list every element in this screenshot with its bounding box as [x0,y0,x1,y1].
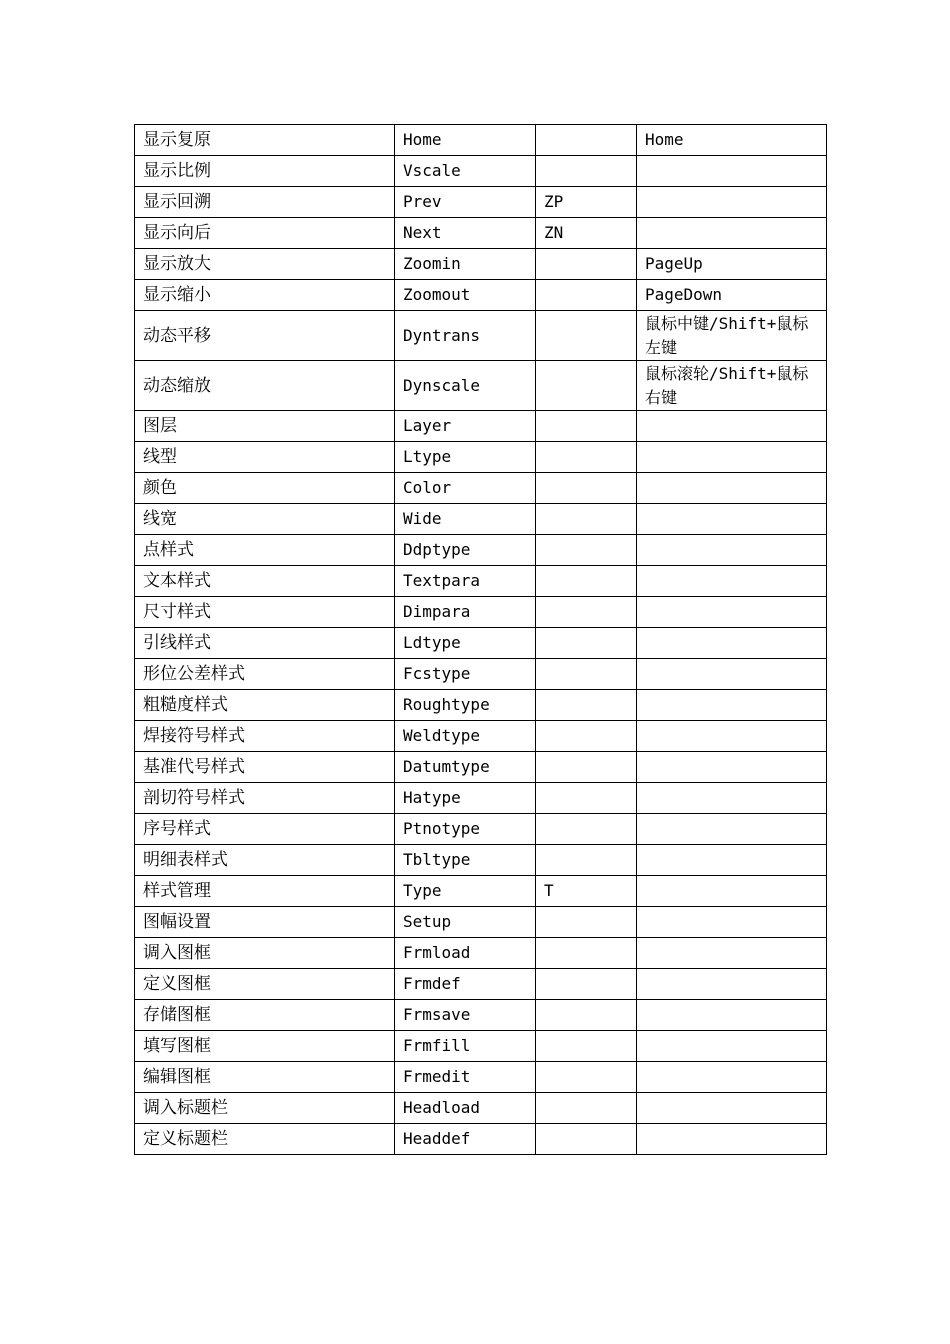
shortcut-cell [536,783,637,814]
table-row [135,752,827,783]
shortcut-cell [536,411,637,442]
table-row [135,473,827,504]
table-row [135,969,827,1000]
table-row [135,156,827,187]
table-row [135,442,827,473]
command-cell: Color [395,473,536,504]
shortcut-cell [536,690,637,721]
shortcut-cell [536,752,637,783]
table-row [135,783,827,814]
command-cell: Hatype [395,783,536,814]
function-name-cell: 引线样式 [135,628,395,659]
function-name-cell: 图层 [135,411,395,442]
table-row [135,597,827,628]
command-cell: Frmfill [395,1031,536,1062]
table-row [135,1000,827,1031]
table-row [135,721,827,752]
shortcut-cell [536,721,637,752]
shortcut-cell [536,125,637,156]
shortcut-cell [536,597,637,628]
hotkey-cell [637,628,827,659]
command-table [134,124,827,1155]
hotkey-cell [637,566,827,597]
function-name-cell: 定义图框 [135,969,395,1000]
shortcut-cell [536,659,637,690]
table-row [135,535,827,566]
function-name-cell: 尺寸样式 [135,597,395,628]
command-cell: Frmload [395,938,536,969]
command-cell: Setup [395,907,536,938]
command-cell: Ptnotype [395,814,536,845]
shortcut-cell [536,442,637,473]
table-row [135,1093,827,1124]
table-row [135,411,827,442]
function-name-cell: 基准代号样式 [135,752,395,783]
command-cell: Home [395,125,536,156]
shortcut-cell [536,907,637,938]
function-name-cell: 显示放大 [135,249,395,280]
function-name-cell: 显示比例 [135,156,395,187]
shortcut-cell [536,504,637,535]
hotkey-cell [637,473,827,504]
hotkey-cell [637,1124,827,1155]
command-cell: Weldtype [395,721,536,752]
function-name-cell: 图幅设置 [135,907,395,938]
shortcut-cell [536,814,637,845]
table-row [135,1031,827,1062]
table-row [135,280,827,311]
shortcut-cell: ZN [536,218,637,249]
function-name-cell: 明细表样式 [135,845,395,876]
shortcut-cell: ZP [536,187,637,218]
hotkey-cell [637,938,827,969]
function-name-cell: 定义标题栏 [135,1124,395,1155]
function-name-cell: 点样式 [135,535,395,566]
command-cell: Dimpara [395,597,536,628]
function-name-cell: 填写图框 [135,1031,395,1062]
command-cell: Vscale [395,156,536,187]
function-name-cell: 显示缩小 [135,280,395,311]
shortcut-cell [536,1093,637,1124]
command-cell: Zoomin [395,249,536,280]
hotkey-cell [637,907,827,938]
hotkey-cell [637,411,827,442]
shortcut-cell [536,1000,637,1031]
shortcut-cell [536,311,637,361]
hotkey-cell [637,783,827,814]
command-cell: Roughtype [395,690,536,721]
function-name-cell: 动态平移 [135,311,395,361]
hotkey-cell [637,597,827,628]
shortcut-cell [536,1031,637,1062]
function-name-cell: 文本样式 [135,566,395,597]
hotkey-cell [637,442,827,473]
hotkey-cell [637,659,827,690]
function-name-cell: 序号样式 [135,814,395,845]
shortcut-cell [536,361,637,411]
command-cell: Layer [395,411,536,442]
command-cell: Dyntrans [395,311,536,361]
hotkey-cell [637,690,827,721]
command-cell: Next [395,218,536,249]
command-cell: Ldtype [395,628,536,659]
command-cell: Wide [395,504,536,535]
command-cell: Fcstype [395,659,536,690]
hotkey-cell [637,1000,827,1031]
shortcut-cell [536,473,637,504]
hotkey-cell [637,752,827,783]
command-cell: Type [395,876,536,907]
function-name-cell: 颜色 [135,473,395,504]
command-cell: Tbltype [395,845,536,876]
hotkey-cell [637,156,827,187]
table-row [135,907,827,938]
function-name-cell: 编辑图框 [135,1062,395,1093]
table-row [135,814,827,845]
command-cell: Headload [395,1093,536,1124]
hotkey-cell: 鼠标中键/Shift+鼠标左键 [637,311,827,361]
command-table-body [135,125,827,1155]
shortcut-cell [536,938,637,969]
function-name-cell: 显示复原 [135,125,395,156]
function-name-cell: 粗糙度样式 [135,690,395,721]
function-name-cell: 动态缩放 [135,361,395,411]
hotkey-cell [637,504,827,535]
table-row [135,845,827,876]
table-row [135,504,827,535]
command-cell: Frmedit [395,1062,536,1093]
function-name-cell: 形位公差样式 [135,659,395,690]
hotkey-cell [637,218,827,249]
hotkey-cell: PageUp [637,249,827,280]
hotkey-cell [637,876,827,907]
hotkey-cell [637,1093,827,1124]
command-cell: Prev [395,187,536,218]
table-row [135,690,827,721]
hotkey-cell [637,721,827,752]
command-cell: Headdef [395,1124,536,1155]
hotkey-cell [637,187,827,218]
table-row [135,249,827,280]
table-row [135,187,827,218]
shortcut-cell [536,1062,637,1093]
function-name-cell: 剖切符号样式 [135,783,395,814]
table-row [135,876,827,907]
table-row [135,311,827,361]
table-row [135,566,827,597]
table-row [135,1124,827,1155]
function-name-cell: 焊接符号样式 [135,721,395,752]
function-name-cell: 存储图框 [135,1000,395,1031]
table-row [135,628,827,659]
function-name-cell: 显示回溯 [135,187,395,218]
shortcut-cell: T [536,876,637,907]
command-cell: Textpara [395,566,536,597]
shortcut-cell [536,249,637,280]
function-name-cell: 调入标题栏 [135,1093,395,1124]
shortcut-cell [536,280,637,311]
shortcut-cell [536,628,637,659]
function-name-cell: 线宽 [135,504,395,535]
command-cell: Frmdef [395,969,536,1000]
shortcut-cell [536,156,637,187]
command-cell: Datumtype [395,752,536,783]
command-cell: Ddptype [395,535,536,566]
table-row [135,218,827,249]
table-row [135,938,827,969]
function-name-cell: 线型 [135,442,395,473]
function-name-cell: 显示向后 [135,218,395,249]
hotkey-cell: PageDown [637,280,827,311]
table-row [135,1062,827,1093]
command-cell: Dynscale [395,361,536,411]
hotkey-cell [637,1062,827,1093]
hotkey-cell: Home [637,125,827,156]
table-row [135,361,827,411]
hotkey-cell [637,535,827,566]
hotkey-cell: 鼠标滚轮/Shift+鼠标右键 [637,361,827,411]
hotkey-cell [637,969,827,1000]
hotkey-cell [637,814,827,845]
function-name-cell: 调入图框 [135,938,395,969]
shortcut-cell [536,535,637,566]
hotkey-cell [637,1031,827,1062]
shortcut-cell [536,566,637,597]
table-row [135,125,827,156]
hotkey-cell [637,845,827,876]
shortcut-cell [536,969,637,1000]
command-cell: Zoomout [395,280,536,311]
table-row [135,659,827,690]
command-cell: Ltype [395,442,536,473]
shortcut-cell [536,1124,637,1155]
command-cell: Frmsave [395,1000,536,1031]
shortcut-cell [536,845,637,876]
function-name-cell: 样式管理 [135,876,395,907]
